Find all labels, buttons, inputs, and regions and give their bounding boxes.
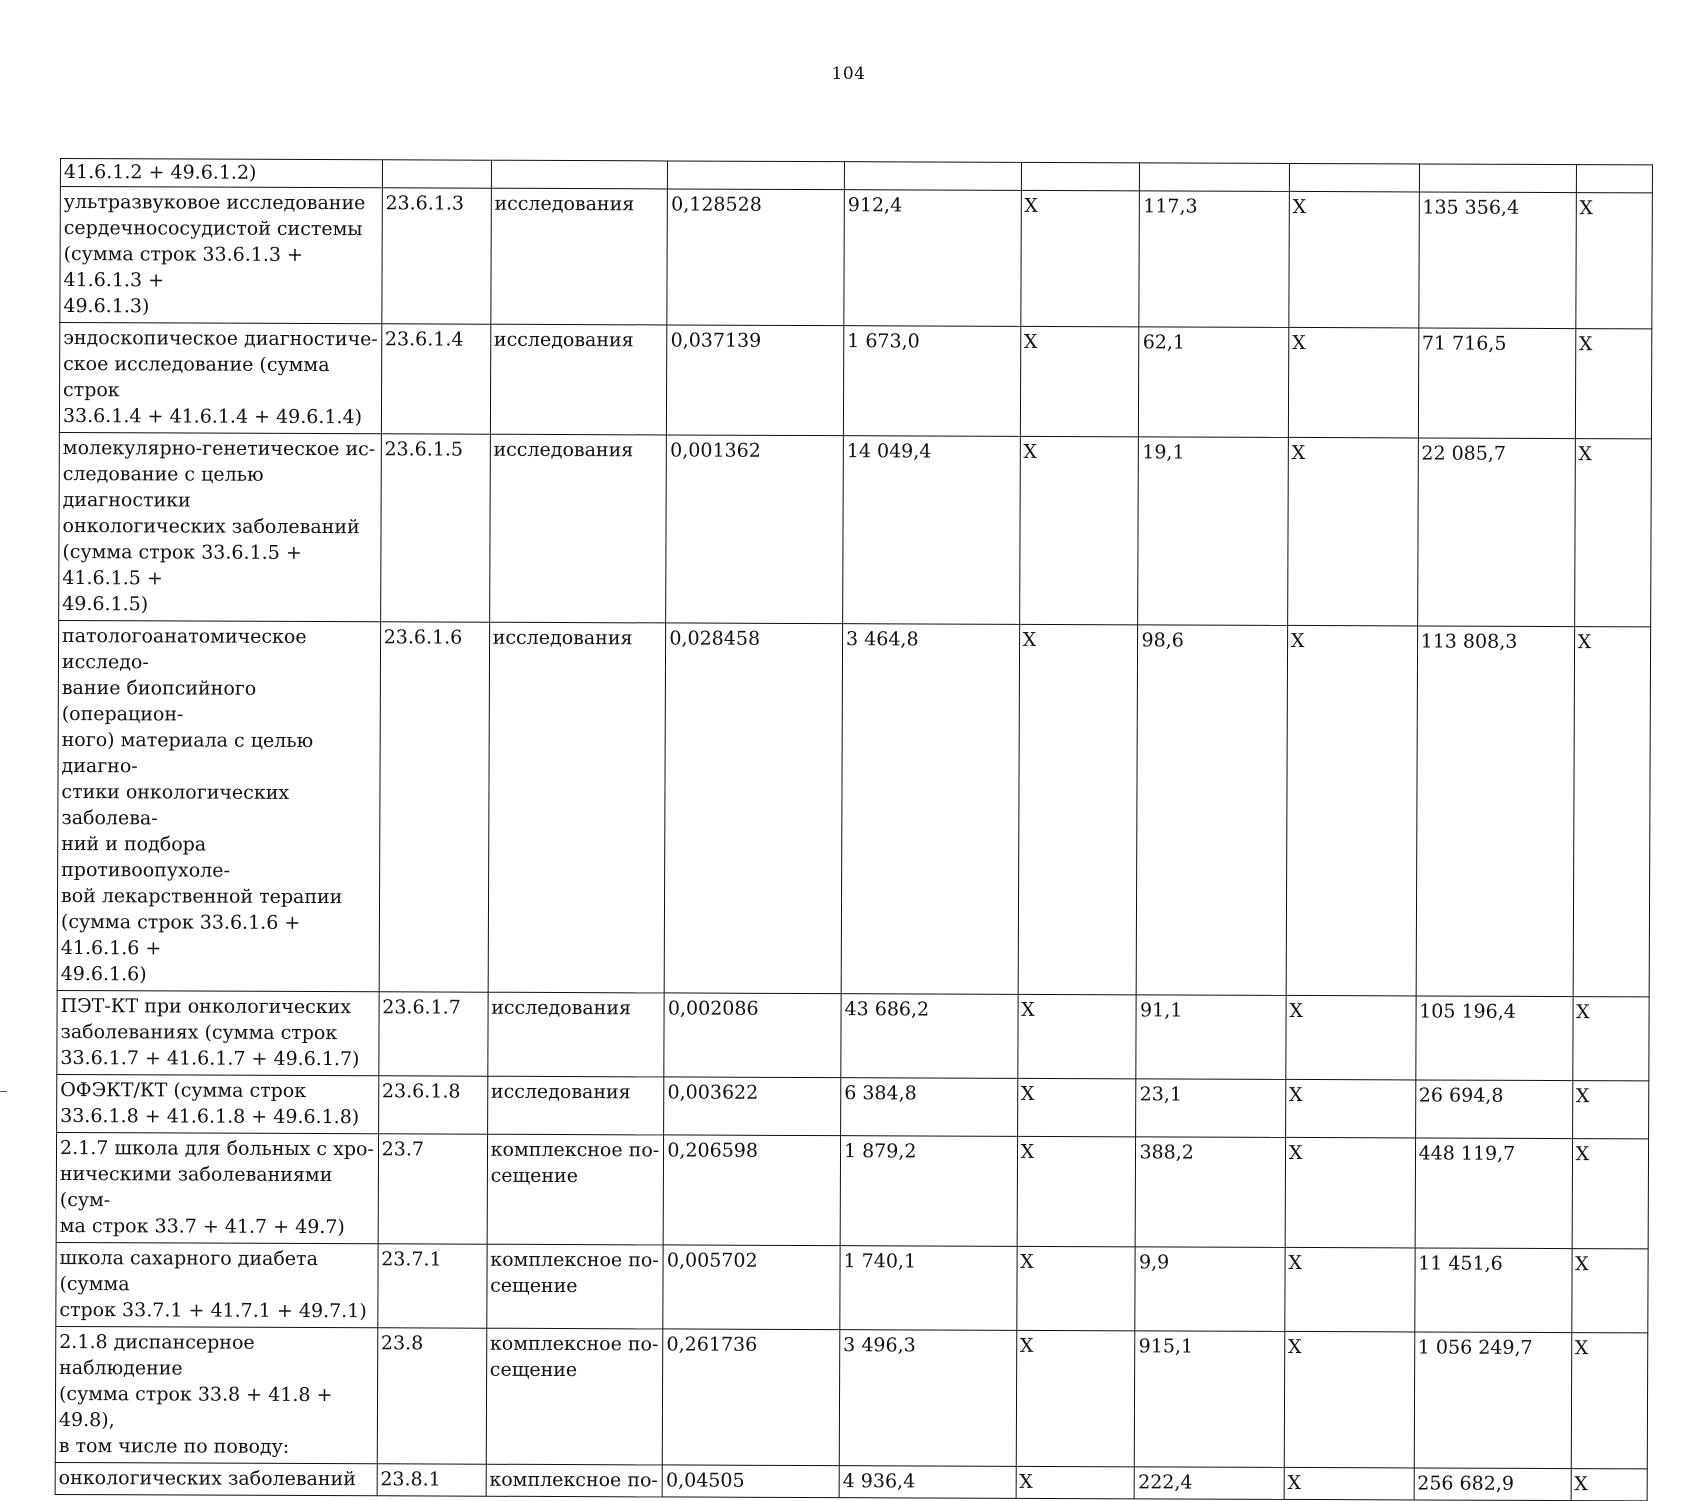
table-row <box>57 1074 1649 1138</box>
cell-cost: 912,4 <box>844 190 1021 327</box>
cell-cost: 4 936,4 <box>839 1466 1016 1499</box>
cell-col8: X <box>1285 1247 1415 1332</box>
cell-col8: X <box>1288 327 1418 438</box>
cell-col9: 26 694,8 <box>1415 1080 1572 1139</box>
page-number: 104 <box>831 64 866 84</box>
cell-volume: 0,003622 <box>664 1077 841 1136</box>
cell-cost: 3 464,8 <box>841 624 1019 995</box>
cell-unit: комплексное по- <box>486 1464 663 1497</box>
cell-volume: 0,206598 <box>663 1135 840 1246</box>
table-row <box>59 432 1652 626</box>
cell-code: 23.6.1.5 <box>380 434 490 622</box>
cell-col9: 256 682,9 <box>1414 1468 1571 1501</box>
table-row <box>56 1242 1648 1332</box>
table-row <box>57 990 1649 1080</box>
cell-col10: X <box>1571 1249 1648 1333</box>
cell-unit: комплексное по- сещение <box>486 1244 663 1329</box>
cell-code: 23.6.1.4 <box>381 324 490 434</box>
cell-col7: 98,6 <box>1137 625 1288 996</box>
cell-code: 23.8.1 <box>377 1464 486 1496</box>
cell-name: 41.6.1.2 + 49.6.1.2) <box>60 159 382 188</box>
cell-unit: исследования <box>491 188 668 325</box>
cell-empty <box>1289 163 1419 192</box>
cell-code: 23.7.1 <box>377 1244 486 1328</box>
cell-col8: X <box>1284 1467 1414 1500</box>
cell-col6: X <box>1018 624 1138 994</box>
cell-cost: 1 673,0 <box>843 326 1020 437</box>
cell-col7: 915,1 <box>1135 1331 1285 1468</box>
cell-volume: 0,037139 <box>667 325 844 436</box>
cell-col8: X <box>1285 1137 1415 1248</box>
cell-unit: исследования <box>488 622 666 993</box>
cell-col7: 62,1 <box>1139 327 1289 438</box>
table-row <box>55 1326 1648 1468</box>
cell-name: 2.1.8 диспансерное наблюдение (сумма строк 33.8 + 41.8 + 49.8), в том числе по поводу: <box>55 1326 377 1463</box>
cell-col7: 222,4 <box>1135 1467 1285 1500</box>
cell-col8: X <box>1285 1079 1415 1138</box>
cell-col6: X <box>1017 1078 1136 1136</box>
cell-col7: 23,1 <box>1136 1079 1286 1138</box>
cell-col9: 105 196,4 <box>1415 996 1572 1081</box>
cell-code: 23.7 <box>378 1134 487 1244</box>
cell-col6: X <box>1019 436 1139 624</box>
cell-unit: комплексное по- сещение <box>487 1134 664 1245</box>
cell-col8: X <box>1289 191 1419 328</box>
cell-name: молекулярно-генетическое ис- следование с целью диагностики онкологических заболеваний (сумма строк 33.6.1.5 + 41.6.1.5 + 49.6.1.5) <box>59 432 381 621</box>
cell-col10: X <box>1575 329 1652 439</box>
cell-empty <box>1140 163 1289 192</box>
table-row <box>60 187 1653 329</box>
cell-unit: комплексное по- сещение <box>486 1328 663 1465</box>
cell-col6: X <box>1017 1136 1136 1246</box>
cell-col9: 113 808,3 <box>1416 626 1574 997</box>
cell-volume: 0,04505 <box>662 1465 839 1498</box>
cell-name: онкологических заболеваний <box>55 1462 377 1495</box>
cell-col7: 19,1 <box>1138 437 1288 626</box>
cell-name: школа сахарного диабета (сумма строк 33.7.1 + 41.7.1 + 49.7.1) <box>56 1242 378 1327</box>
cell-col6: X <box>1017 994 1136 1078</box>
cell-col8: X <box>1286 995 1416 1080</box>
cell-col6: X <box>1016 1330 1135 1466</box>
cell-col10: X <box>1575 193 1652 329</box>
cell-col9: 1 056 249,7 <box>1414 1332 1572 1469</box>
cell-col9: 22 085,7 <box>1417 438 1575 627</box>
cell-name: ультразвуковое исследование сердечнососудистой системы (сумма строк 33.6.1.3 + 41.6.1.3 + 49.6.1.3) <box>60 187 382 324</box>
cell-unit: исследования <box>487 1076 664 1135</box>
cell-col8: X <box>1287 437 1418 626</box>
cell-col6: X <box>1016 1466 1135 1498</box>
cell-code: 23.6.1.3 <box>381 188 491 324</box>
cell-col9: 135 356,4 <box>1418 192 1576 329</box>
cell-volume: 0,128528 <box>667 189 844 326</box>
cell-empty <box>1021 162 1140 190</box>
cell-name: патологоанатомическое исследо- вание биопсийного (операцион- ного) материала с целью диагно- стики онкологических заболева- ний и подбора противоопухоле- вой лекарственной терапии (сумма строк 33.6.1.6 + 41.6.1.6 + 49.6.1.6) <box>57 620 380 991</box>
cell-volume: 0,002086 <box>664 993 841 1078</box>
cell-cost: 14 049,4 <box>843 436 1020 625</box>
cell-cost: 1 740,1 <box>840 1246 1017 1331</box>
cell-col10: X <box>1574 439 1651 627</box>
cell-cost: 6 384,8 <box>841 1078 1018 1137</box>
cell-unit: исследования <box>488 992 665 1077</box>
cell-empty <box>668 161 845 190</box>
cell-name: эндоскопическое диагностиче- ское исследование (сумма строк 33.6.1.4 + 41.6.1.4 + 49.6.1.4) <box>59 323 381 434</box>
cell-col9: 11 451,6 <box>1414 1248 1571 1333</box>
cell-col10: X <box>1573 627 1651 997</box>
cell-empty <box>1576 165 1653 193</box>
table-row <box>55 1462 1647 1500</box>
cell-name: 2.1.7 школа для больных с хро- ническими заболеваниями (сум- ма строк 33.7 + 41.7 + 49.7) <box>56 1132 378 1243</box>
cell-cost: 3 496,3 <box>839 1330 1016 1467</box>
cell-col8: X <box>1284 1331 1414 1468</box>
cell-col7: 117,3 <box>1139 191 1289 328</box>
cell-empty <box>491 160 668 189</box>
cell-cost: 43 686,2 <box>841 994 1018 1079</box>
cell-code: 23.8 <box>377 1328 487 1464</box>
cell-col10: X <box>1572 1139 1649 1249</box>
cell-empty <box>382 160 491 188</box>
cell-cost: 1 879,2 <box>840 1136 1017 1247</box>
tariff-table <box>55 158 1653 1501</box>
cell-name: ОФЭКТ/КТ (сумма строк 33.6.1.8 + 41.6.1.8 + 49.6.1.8) <box>57 1074 379 1133</box>
cell-code: 23.6.1.8 <box>378 1076 487 1134</box>
cell-col9: 448 119,7 <box>1415 1138 1572 1249</box>
cell-col10: X <box>1572 1081 1649 1139</box>
cell-name: ПЭТ-КТ при онкологических заболеваниях (сумма строк 33.6.1.7 + 41.6.1.7 + 49.6.1.7) <box>57 990 379 1075</box>
cell-col6: X <box>1020 190 1139 326</box>
margin-mark <box>0 1091 7 1092</box>
cell-col7: 9,9 <box>1135 1247 1285 1332</box>
cell-col8: X <box>1286 625 1417 996</box>
cell-volume: 0,261736 <box>663 1329 840 1466</box>
cell-unit: исследования <box>490 324 667 435</box>
cell-col10: X <box>1571 1469 1648 1501</box>
cell-col7: 91,1 <box>1136 995 1286 1080</box>
cell-code: 23.6.1.6 <box>379 622 490 992</box>
cell-volume: 0,005702 <box>663 1245 840 1330</box>
cell-volume: 0,001362 <box>666 435 843 624</box>
cell-empty <box>844 162 1021 191</box>
cell-empty <box>1419 164 1576 193</box>
cell-col10: X <box>1571 1333 1648 1469</box>
cell-col10: X <box>1572 997 1649 1081</box>
table-row <box>56 1132 1648 1248</box>
cell-unit: исследования <box>489 434 666 623</box>
cell-col6: X <box>1016 1246 1135 1330</box>
cell-col6: X <box>1020 326 1139 436</box>
table-row <box>57 620 1650 996</box>
cell-code: 23.6.1.7 <box>378 992 487 1076</box>
cell-col9: 71 716,5 <box>1418 328 1575 439</box>
cell-volume: 0,028458 <box>664 623 842 994</box>
table-row <box>59 323 1651 439</box>
cell-col7: 388,2 <box>1136 1137 1286 1248</box>
